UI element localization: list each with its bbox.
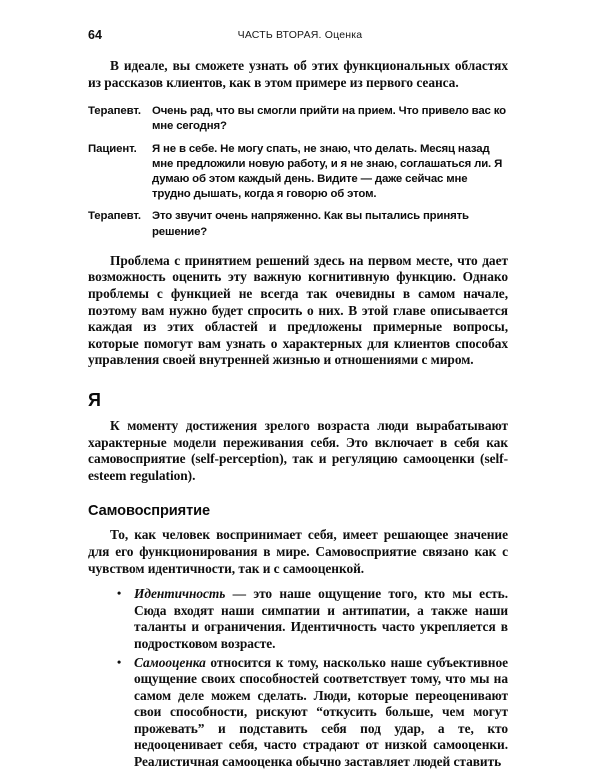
dialogue-text: Я не в себе. Не могу спать, не знаю, что делать. Месяц назад мне предложили новую работу, и я не знаю, соглашаться ли. Я думаю об этом каждый день. Видите — даже сейчас мне трудно дышать, когда я говорю об этом. bbox=[152, 142, 503, 201]
spacer bbox=[88, 484, 508, 502]
subsection-heading: Самовосприятие bbox=[88, 503, 211, 520]
dialogue-turn bbox=[88, 142, 508, 203]
spacer bbox=[88, 369, 508, 390]
list-item-text: — это наше ощущение того, кто мы есть. Сюда входят наши симпатии и антипатии, а также наши таланты и ограничения. Идентичность часто укрепляется в подростковом возрасте. bbox=[134, 586, 508, 651]
dialogue-text: Это звучит очень напряженно. Как вы пытались принять решение? bbox=[152, 210, 469, 238]
list-item bbox=[88, 655, 508, 771]
intro-paragraph: В идеале, вы сможете узнать об этих функциональных областях из рассказов клиентов, как в этом примере из первого сеанса. bbox=[88, 58, 508, 90]
list-item-term: Самооценка bbox=[134, 654, 206, 670]
section-term-self-esteem-regulation: регуляцию самооценки bbox=[331, 451, 475, 467]
section-paragraph-part2: (self-perception), так и bbox=[185, 451, 332, 467]
text-column bbox=[88, 58, 508, 773]
spacer bbox=[88, 91, 508, 104]
spacer bbox=[88, 240, 508, 253]
dialogue-turn bbox=[88, 209, 508, 239]
list-item bbox=[88, 586, 508, 652]
spacer bbox=[88, 410, 508, 418]
list-item-term: Идентичность bbox=[134, 586, 226, 602]
dialogue-block bbox=[88, 104, 508, 240]
dialogue-speaker: Терапевт. bbox=[88, 210, 141, 223]
section-paragraph-part1: К моменту достижения зрелого возраста люди вырабатывают характерные модели переживания себя. Это включает в себя как bbox=[88, 417, 508, 450]
analysis-paragraph: Проблема с принятием решений здесь на первом месте, что дает возможность оценить эту важную когнитивную функцию. Однако проблемы с функцией не всегда так очевидны в самом начале, поэтому вам нужно будет спросить о них. В этой главе описывается каждая из этих областей и предложены примерные вопросы, которые помогут вам узнать о характерных для клиентов способах управления своей внутренней жизнью и отношениями с миром. bbox=[88, 252, 508, 368]
running-head bbox=[0, 28, 600, 44]
dialogue-turn bbox=[88, 104, 508, 134]
running-head-title: ЧАСТЬ ВТОРАЯ. Оценка bbox=[237, 29, 363, 41]
list-item-text: относится к тому, насколько наше субъективное ощущение своих способностей соответствует тому, что мы на самом деле можем сделать. Люди, которые переоценивают свои способности, рискуют “откусить больше, чем могут прожевать” и подставить себя под удар, а те, кто недооценивает себя, часто страдают от низкой самооценки. Реалистичная самооценка обычно заставляет людей ставить bbox=[134, 654, 508, 770]
dialogue-speaker: Терапевт. bbox=[88, 105, 141, 118]
section-paragraph bbox=[88, 418, 508, 484]
section-paragraph-part3: (self-esteem regulation). bbox=[88, 451, 509, 483]
dialogue-text: Очень рад, что вы смогли прийти на прием. Что привело вас ко мне сегодня? bbox=[152, 105, 506, 133]
spacer bbox=[88, 520, 508, 527]
spacer bbox=[88, 577, 508, 586]
section-term-self-perception: самовосприятие bbox=[88, 451, 186, 467]
subsection-paragraph: То, как человек воспринимает себя, имеет решающее значение для его функционирования в мире. Самовосприятие связано как с чувством идентичности, так и с самооценкой. bbox=[88, 527, 508, 576]
page-number: 64 bbox=[88, 28, 102, 42]
section-heading: Я bbox=[88, 389, 101, 410]
dialogue-speaker: Пациент. bbox=[88, 142, 137, 155]
definition-list bbox=[88, 586, 508, 771]
